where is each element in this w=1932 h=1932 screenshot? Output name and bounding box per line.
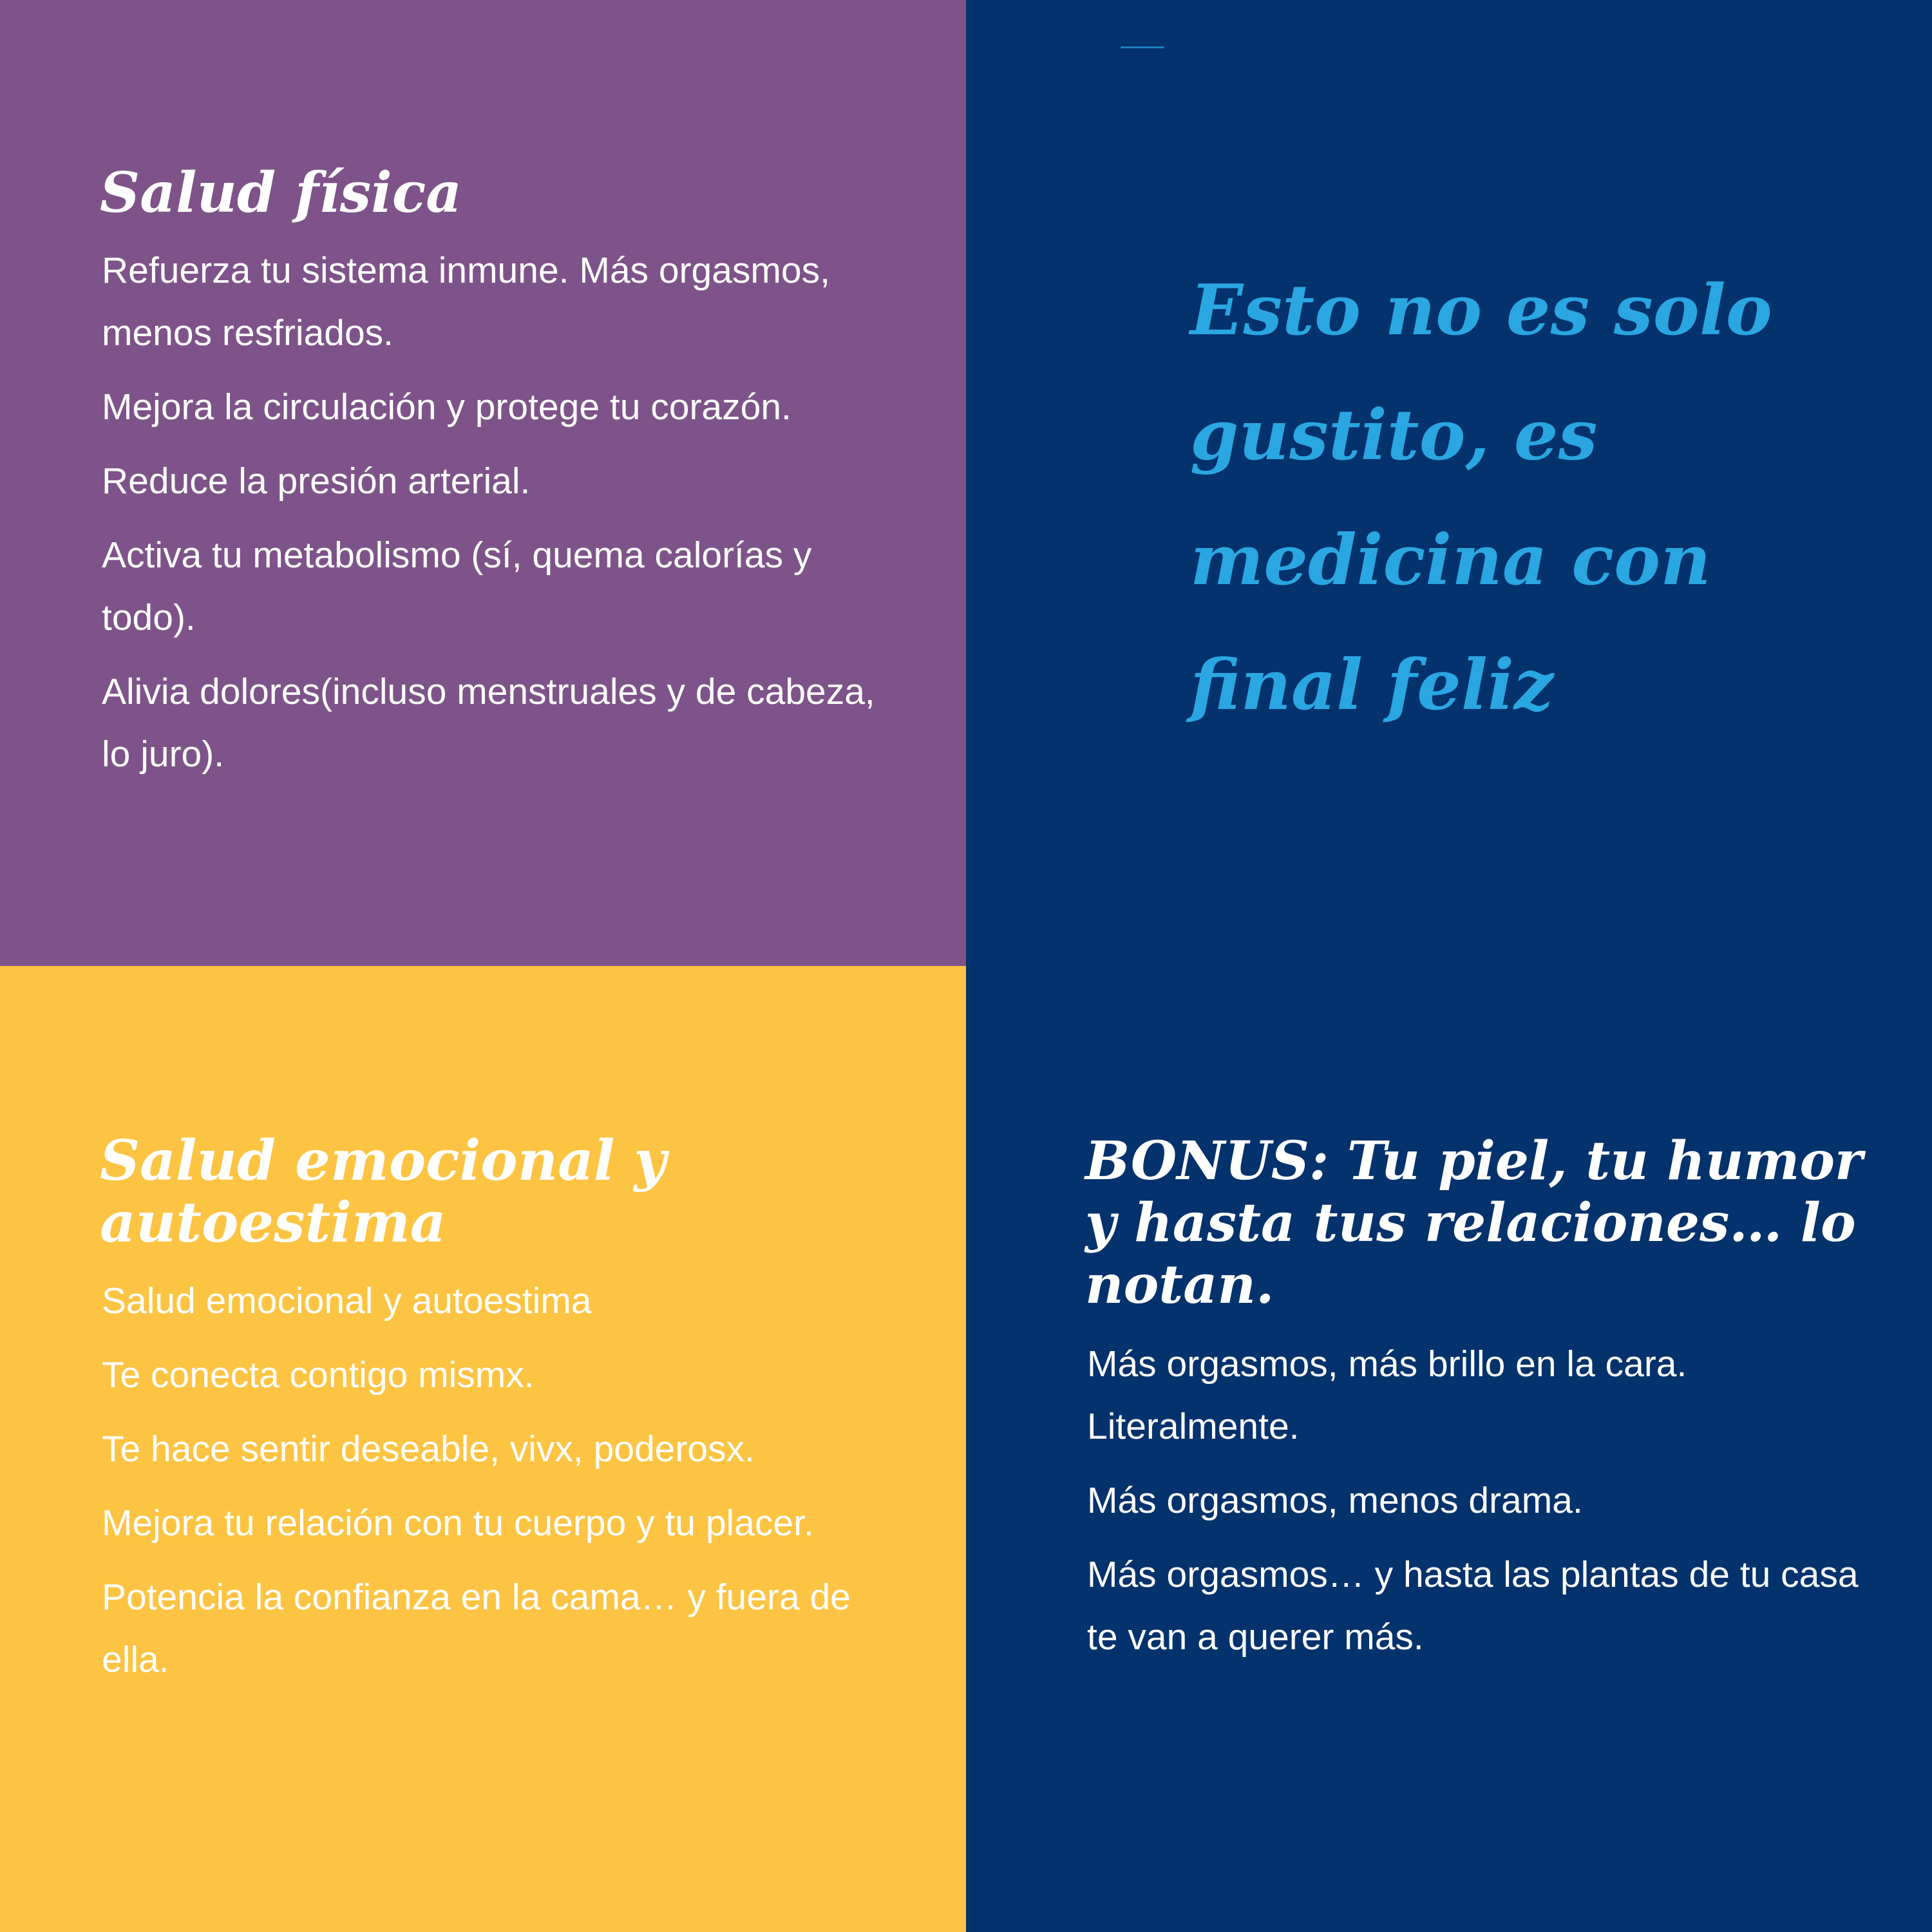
emotional-health-panel	[0, 966, 966, 1932]
list-item: Reduce la presión arterial.	[102, 460, 531, 502]
list-item: Te conecta contigo mismx.	[102, 1354, 535, 1396]
list-item: Te hace sentir deseable, vivx, poderosx.	[102, 1428, 755, 1470]
physical-health-panel	[0, 0, 966, 966]
emotional-health-title: Salud emocional y autoestima	[100, 1128, 667, 1255]
list-item: Más orgasmos, menos drama.	[1087, 1480, 1583, 1521]
bonus-title: BONUS: Tu piel, tu humor y hasta tus relaciones… lo notan.	[1085, 1130, 1863, 1316]
list-item: Alivia dolores(incluso menstruales y de cabeza, lo juro).	[102, 671, 875, 775]
list-item: Activa tu metabolismo (sí, quema calorías y todo).	[102, 535, 812, 638]
tagline-panel	[966, 0, 1932, 966]
list-item: Mejora tu relación con tu cuerpo y tu placer.	[102, 1502, 814, 1544]
physical-health-title: Salud física	[100, 160, 462, 225]
list-item: Refuerza tu sistema inmune. Más orgasmos, menos resfriados.	[102, 250, 830, 354]
physical-health-list	[102, 240, 900, 797]
list-item: Más orgasmos, más brillo en la cara. Literalmente.	[1087, 1343, 1687, 1447]
list-item: Más orgasmos… y hasta las plantas de tu casa te van a querer más.	[1087, 1554, 1859, 1658]
decorative-line	[1121, 46, 1164, 48]
emotional-health-list	[102, 1270, 900, 1703]
tagline-text: Esto no es solo gustito, es medicina con final feliz	[1190, 270, 1772, 726]
bonus-panel	[966, 966, 1932, 1932]
list-item: Mejora la circulación y protege tu corazón.	[102, 386, 791, 428]
bonus-list	[1087, 1333, 1879, 1680]
list-item: Salud emocional y autoestima	[102, 1280, 592, 1321]
list-item: Potencia la confianza en la cama… y fuera de ella.	[102, 1577, 851, 1680]
